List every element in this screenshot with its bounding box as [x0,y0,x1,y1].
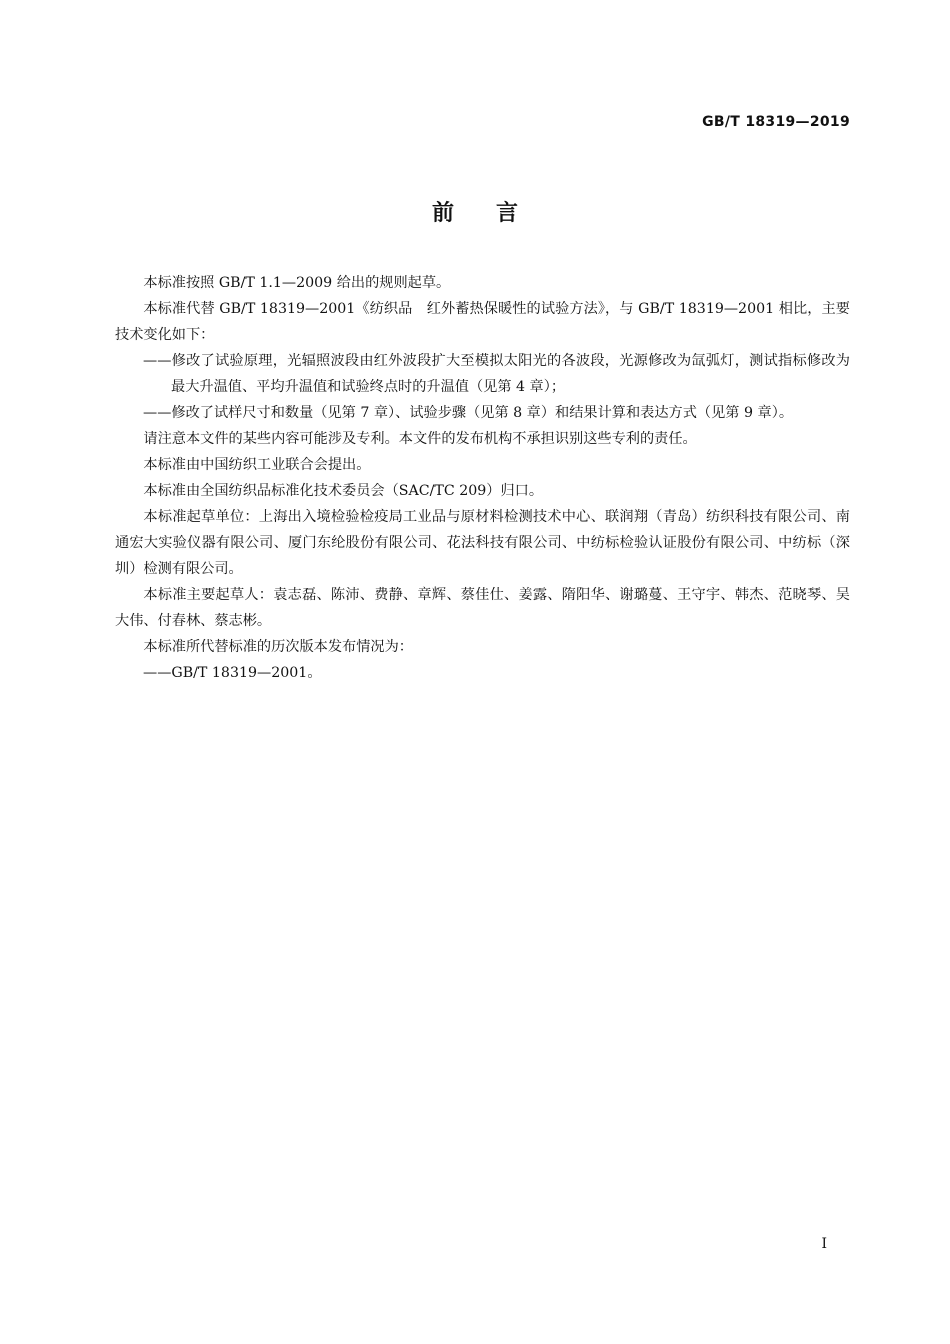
paragraph-proposed-by: 本标准由中国纺织工业联合会提出。 [143,457,371,473]
standard-number: GB/T 18319—2019 [702,114,850,130]
page-title: 前言 [431,201,560,226]
page-number: I [821,1236,827,1252]
paragraph-previous-editions: 本标准所代替标准的历次版本发布情况为： [143,639,413,655]
paragraph-patent-notice: 请注意本文件的某些内容可能涉及专利。本文件的发布机构不承担识别这些专利的责任。 [143,431,697,447]
paragraph-under-jurisdiction: 本标准由全国纺织品标准化技术委员会（SAC/TC 209）归口。 [143,483,544,499]
change-item-principle: ——修改了试验原理，光辐照波段由红外波段扩大至模拟太阳光的各波段，光源修改为氙弧灯，测试指标修改为最大升温值、平均升温值和试验终点时的升温值（见第 4 章）； [143,353,850,395]
paragraph-drafting-units: 本标准起草单位：上海出入境检验检疫局工业品与原材料检测技术中心、联润翔（青岛）纺织科技有限公司、南通宏大实验仪器有限公司、厦门东纶股份有限公司、花法科技有限公司、中纺标检验认证股份有限公司、中纺标（深圳）检测有限公司。 [115,509,850,577]
paragraph-drafters: 本标准主要起草人：袁志磊、陈沛、费静、章辉、蔡佳仕、姜露、隋阳华、谢璐蔓、王守宇、韩杰、范晓琴、吴大伟、付春林、蔡志彬。 [115,587,850,629]
change-item-specimen: ——修改了试样尺寸和数量（见第 7 章）、试验步骤（见第 8 章）和结果计算和表达方式（见第 9 章）。 [143,405,794,421]
body-text [115,270,850,686]
previous-edition-item: ——GB/T 18319—2001。 [143,665,322,681]
paragraph-replaces: 本标准代替 GB/T 18319—2001《纺织品 红外蓄热保暖性的试验方法》，与 GB/T 18319—2001 相比，主要技术变化如下： [115,301,850,343]
paragraph-drafting-rules: 本标准按照 GB/T 1.1—2009 给出的规则起草。 [143,275,451,291]
